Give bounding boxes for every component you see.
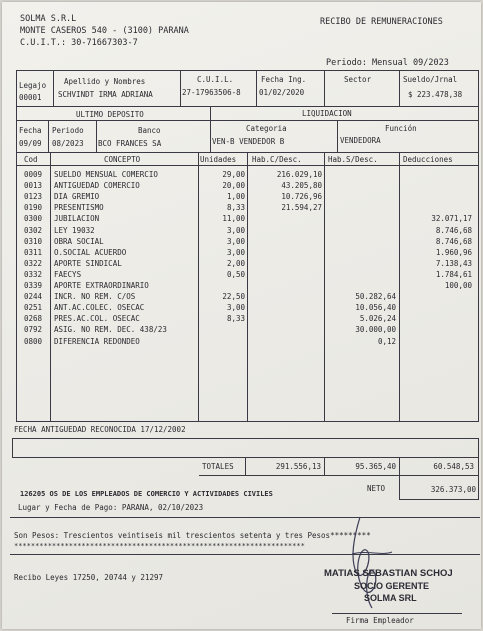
cell-concepto: ANT.AC.COLEC. OSECAC <box>54 303 145 312</box>
cell-hab-c: 21.594,27 <box>281 203 322 212</box>
cell-unidades: 3,00 <box>226 303 245 312</box>
cell-cod: 0300 <box>24 214 43 223</box>
cell-concepto: APORTE SINDICAL <box>54 259 122 268</box>
rule <box>16 120 479 121</box>
handwritten-signature <box>332 512 422 622</box>
cell-ded: 32.071,17 <box>431 214 472 223</box>
sueldo-label: Sueldo/Jrnal <box>403 75 458 84</box>
cell-unidades: 8,33 <box>226 314 245 323</box>
cell-cod: 0311 <box>24 248 43 257</box>
cell-concepto: APORTE EXTRAORDINARIO <box>54 281 149 290</box>
rule <box>12 438 479 439</box>
deposit-banco: BCO FRANCES SA <box>98 139 162 148</box>
rule <box>399 499 479 500</box>
categoria-label: Categoria <box>246 124 287 133</box>
rule <box>96 120 97 153</box>
neto-value: 326.373,00 <box>430 485 476 494</box>
deposit-periodo-label: Periodo <box>52 126 84 135</box>
cell-hab-c: 43.205,80 <box>281 181 322 190</box>
rule <box>478 438 479 500</box>
name-label: Apellido y Nombres <box>64 77 146 86</box>
payslip <box>2 2 481 629</box>
rule <box>199 475 479 476</box>
cell-hab-s: 5.026,24 <box>359 314 396 323</box>
col-header-deducciones: Deducciones <box>403 155 453 164</box>
recibo-leyes: Recibo Leyes 17250, 20744 y 21297 <box>14 573 164 582</box>
cell-concepto: SUELDO MENSUAL COMERCIO <box>54 170 158 179</box>
cell-unidades: 22,50 <box>222 292 245 301</box>
deposit-periodo: 08/2023 <box>52 139 84 148</box>
rule <box>16 106 17 153</box>
cell-cod: 0009 <box>24 170 43 179</box>
rule <box>210 106 211 153</box>
cell-concepto: LEY 19032 <box>54 226 95 235</box>
cell-unidades: 8,33 <box>226 203 245 212</box>
legajo-label: Legajo <box>19 81 47 90</box>
funcion-label: Función <box>385 124 417 133</box>
rule <box>324 152 325 422</box>
cell-cod: 0800 <box>24 337 43 346</box>
cell-unidades: 11,00 <box>222 214 245 223</box>
rule <box>337 120 338 153</box>
rule <box>12 438 13 457</box>
cell-cod: 0322 <box>24 259 43 268</box>
liquidacion-title: LIQUIDACION <box>302 109 352 118</box>
rule <box>53 70 54 107</box>
cell-unidades: 1,00 <box>226 192 245 201</box>
cell-concepto: FAECYS <box>54 270 82 279</box>
cell-ded: 100,00 <box>444 281 472 290</box>
rule <box>48 120 49 153</box>
rule <box>245 457 246 476</box>
cell-cod: 0190 <box>24 203 43 212</box>
cell-hab-s: 0,12 <box>377 337 396 346</box>
stamp-role: SOCIO GERENTE <box>354 581 430 591</box>
legajo-value: 00001 <box>19 93 42 102</box>
cell-concepto: DIFERENCIA REDONDEO <box>54 337 140 346</box>
employer-address: MONTE CASEROS 540 - (3100) PARANA <box>20 26 189 36</box>
cell-cod: 0332 <box>24 270 43 279</box>
rule <box>478 152 479 422</box>
stars-line: ********************************************************************* <box>14 542 305 550</box>
stamp-company: SOLMA SRL <box>364 593 417 603</box>
col-header-cod: Cod <box>24 155 38 164</box>
cell-hab-c: 216.029,10 <box>276 170 322 179</box>
cell-concepto: ASIG. NO REM. DEC. 438/23 <box>54 325 167 334</box>
rule <box>16 70 17 107</box>
son-pesos: Son Pesos: Trescientos veintiseis mil trescientos setenta y tres Pesos********* <box>14 531 371 540</box>
sueldo-value: $ 223.478,38 <box>408 90 463 99</box>
cell-ded: 7.138,43 <box>435 259 472 268</box>
col-header-unidades: Unidades <box>200 155 237 164</box>
col-header-hab-c: Hab.C/Desc. <box>252 155 302 164</box>
cell-cod: 0792 <box>24 325 43 334</box>
cell-unidades: 0,50 <box>226 270 245 279</box>
cuil-value: 27-17963506-8 <box>182 88 241 97</box>
col-header-concepto: CONCEPTO <box>104 155 141 164</box>
cell-cod: 0310 <box>24 237 43 246</box>
rule <box>50 152 51 422</box>
cell-hab-s: 10.056,40 <box>355 303 396 312</box>
cell-hab-s: 50.282,64 <box>355 292 396 301</box>
cell-cod: 0302 <box>24 226 43 235</box>
cell-ded: 1.960,96 <box>435 248 472 257</box>
categoria-value: VEN-B VENDEDOR B <box>212 137 285 146</box>
cell-concepto: INCR. NO REM. C/OS <box>54 292 136 301</box>
rule <box>256 70 257 107</box>
firma-empleador: Firma Empleador <box>346 616 414 625</box>
cell-unidades: 3,00 <box>226 248 245 257</box>
deposit-info: 126205 OS DE LOS EMPLEADOS DE COMERCIO Y ACTIVIDADES CIVILES <box>20 490 273 498</box>
rule <box>16 70 479 71</box>
cell-unidades: 3,00 <box>226 226 245 235</box>
cell-ded: 8.746,68 <box>435 237 472 246</box>
cell-concepto: ANTIGUEDAD COMERCIO <box>54 181 140 190</box>
deposit-banco-label: Banco <box>138 126 161 135</box>
employer-name: SOLMA S.R.L <box>20 14 77 24</box>
rule <box>478 70 479 107</box>
cell-unidades: 3,00 <box>226 237 245 246</box>
document-title: RECIBO DE REMUNERACIONES <box>320 17 443 27</box>
cell-cod: 0251 <box>24 303 43 312</box>
cell-concepto: JUBILACION <box>54 214 100 223</box>
deposit-title: ULTIMO DEPOSITO <box>76 110 144 119</box>
cell-concepto: O.SOCIAL ACUERDO <box>54 248 127 257</box>
rule <box>16 421 479 422</box>
funcion-value: VENDEDORA <box>340 136 381 145</box>
rule <box>399 70 400 107</box>
ingreso-value: 01/02/2020 <box>259 88 305 97</box>
sector-label: Sector <box>344 75 372 84</box>
cell-cod: 0123 <box>24 192 43 201</box>
cell-cod: 0244 <box>24 292 43 301</box>
employee-name: SCHVINDT IRMA ADRIANA <box>58 90 153 99</box>
cell-unidades: 29,00 <box>222 170 245 179</box>
period: Periodo: Mensual 09/2023 <box>326 58 449 68</box>
cell-ded: 1.784,61 <box>435 270 472 279</box>
rule <box>16 106 479 107</box>
deposit-fecha-label: Fecha <box>19 126 42 135</box>
rule <box>478 106 479 153</box>
rule <box>324 70 325 107</box>
cell-ded: 8.746,68 <box>435 226 472 235</box>
cell-concepto: DIA GREMIO <box>54 192 100 201</box>
cell-hab-s: 30.000,00 <box>355 325 396 334</box>
cell-cod: 0339 <box>24 281 43 290</box>
cell-unidades: 2,00 <box>226 259 245 268</box>
cell-concepto: PRESENTISMO <box>54 203 104 212</box>
cell-unidades: 20,00 <box>222 181 245 190</box>
total-deducciones: 60.548,53 <box>433 462 474 471</box>
cell-hab-c: 10.726,96 <box>281 192 322 201</box>
neto-label: NETO <box>367 484 386 493</box>
cell-cod: 0013 <box>24 181 43 190</box>
rule <box>16 152 17 422</box>
cell-concepto: PRES.AC.COL. OSECAC <box>54 314 140 323</box>
stamp-name: MATIAS SEBASTIAN SCHOJ <box>324 568 453 579</box>
cuil-label: C.U.I.L. <box>197 75 234 84</box>
total-hab-s: 95.365,40 <box>355 462 396 471</box>
total-hab-c: 291.556,13 <box>275 462 321 471</box>
signature-line <box>332 613 462 614</box>
employer-cuit: C.U.I.T.: 30-71667303-7 <box>20 38 138 48</box>
totals-label: TOTALES <box>202 462 234 471</box>
rule <box>180 70 181 107</box>
ingreso-label: Fecha Ing. <box>261 75 307 84</box>
cell-concepto: OBRA SOCIAL <box>54 237 104 246</box>
col-header-hab-s: Hab.S/Desc. <box>328 155 378 164</box>
deposit-fecha: 09/09 <box>19 139 42 148</box>
lugar-fecha-pago: Lugar y Fecha de Pago: PARANA, 02/10/2023 <box>18 503 204 512</box>
cell-cod: 0268 <box>24 314 43 323</box>
antiguedad: FECHA ANTIGUEDAD RECONOCIDA 17/12/2002 <box>14 425 186 434</box>
